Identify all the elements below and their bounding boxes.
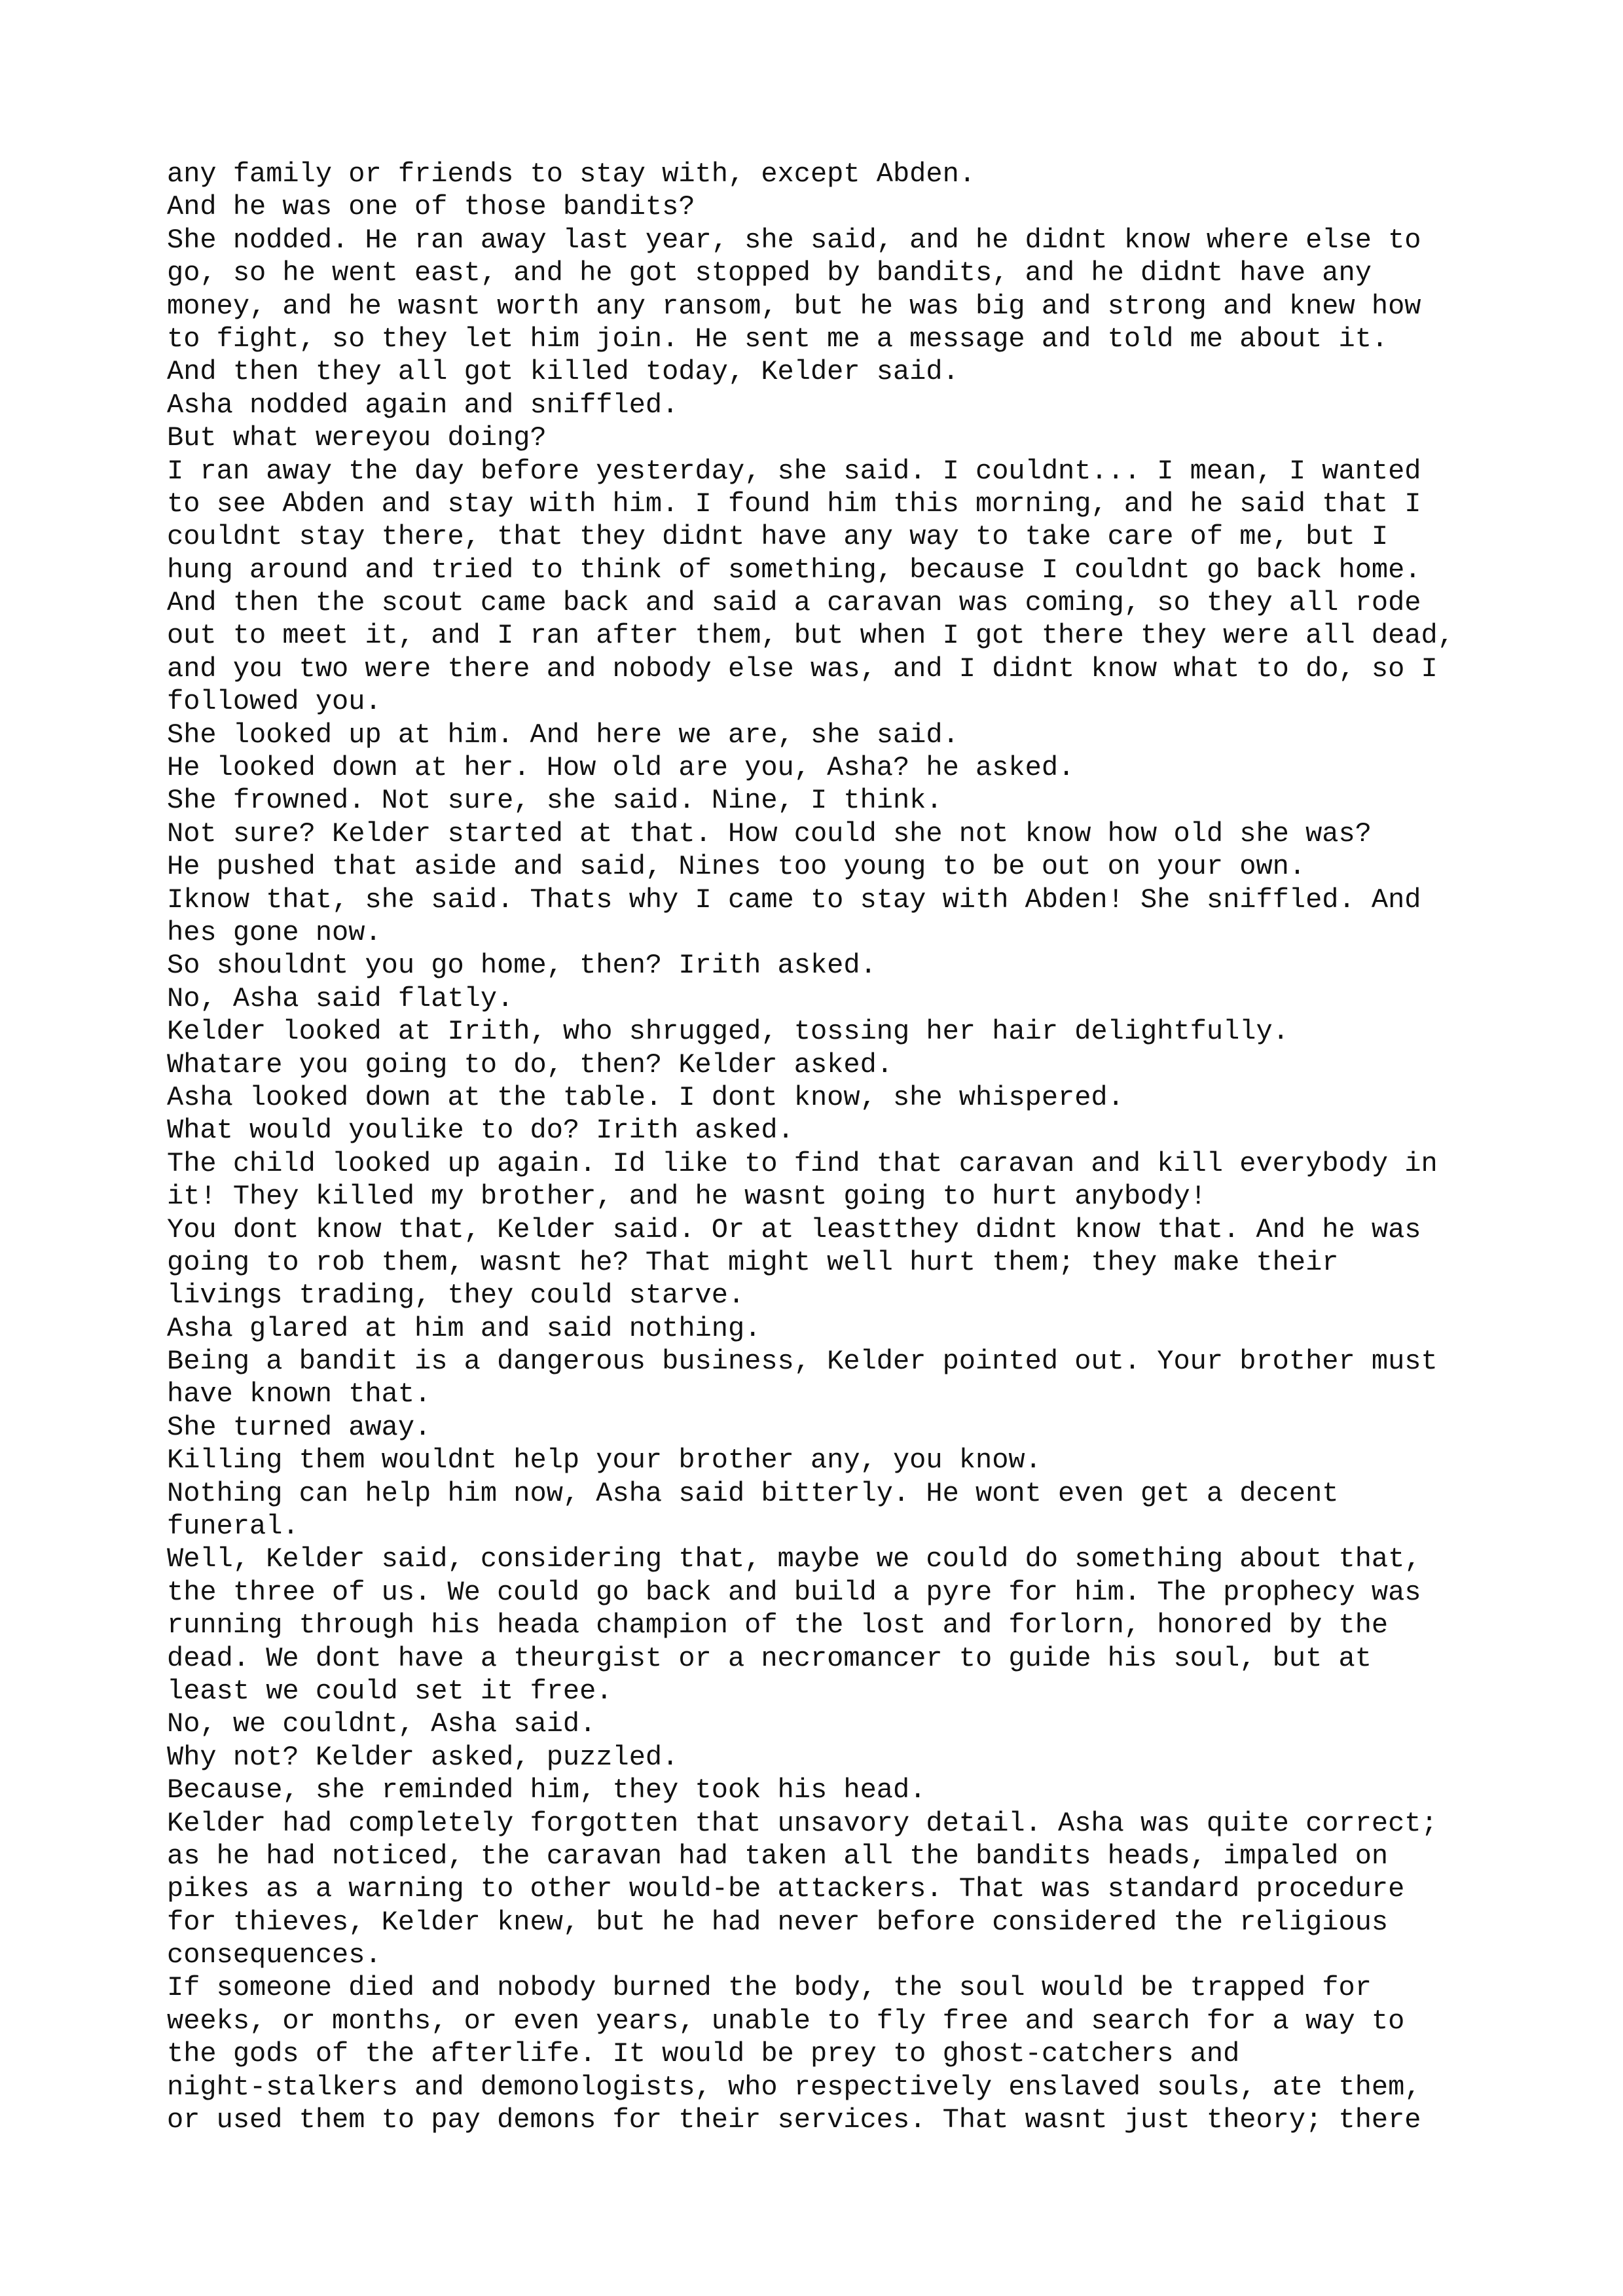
- text-line: the three of us. We could go back and build a pyre for him. The prophecy was: [167, 1576, 1421, 1608]
- text-line: as he had noticed, the caravan had taken all the bandits heads, impaled on: [167, 1840, 1389, 1872]
- text-line: Asha looked down at the table. I dont know, she whispered.: [167, 1081, 1124, 1113]
- text-line: No, Asha said flatly.: [167, 982, 514, 1014]
- text-line: money, and he wasnt worth any ransom, but he was big and strong and knew how: [167, 290, 1421, 322]
- text-line: Asha nodded again and sniffled.: [167, 389, 679, 421]
- text-line: She looked up at him. And here we are, she said.: [167, 719, 959, 751]
- text-line: Iknow that, she said. Thats why I came to stay with Abden! She sniffled. And: [167, 884, 1421, 916]
- text-line: Whatare you going to do, then? Kelder asked.: [167, 1049, 893, 1081]
- text-line: and you two were there and nobody else was, and I didnt know what to do, so I: [167, 653, 1438, 685]
- text-line: No, we couldnt, Asha said.: [167, 1708, 596, 1740]
- text-line: night-stalkers and demonologists, who respectively enslaved souls, ate them,: [167, 2071, 1421, 2103]
- text-line: running through his heada champion of the lost and forlorn, honored by the: [167, 1609, 1389, 1641]
- text-line: He looked down at her. How old are you, Asha? he asked.: [167, 752, 1075, 784]
- text-line: She frowned. Not sure, she said. Nine, I think.: [167, 785, 943, 817]
- text-line: out to meet it, and I ran after them, but when I got there they were all dead,: [167, 620, 1454, 652]
- text-line: it! They killed my brother, and he wasnt going to hurt anybody!: [167, 1181, 1207, 1213]
- text-line: And then they all got killed today, Kelder said.: [167, 356, 959, 388]
- text-line: followed you.: [167, 686, 382, 718]
- text-line: Kelder looked at Irith, who shrugged, tossing her hair delightfully.: [167, 1016, 1289, 1048]
- text-line: for thieves, Kelder knew, but he had never before considered the religious: [167, 1906, 1389, 1938]
- text-line: Not sure? Kelder started at that. How could she not know how old she was?: [167, 817, 1372, 850]
- text-line: She turned away.: [167, 1411, 431, 1443]
- text-line: She nodded. He ran away last year, she said, and he didnt know where else to: [167, 224, 1421, 256]
- text-line: Nothing can help him now, Asha said bitterly. He wont even get a decent: [167, 1477, 1339, 1509]
- text-line: Well, Kelder said, considering that, maybe we could do something about that,: [167, 1543, 1421, 1575]
- text-line: He pushed that aside and said, Nines too young to be out on your own.: [167, 851, 1306, 883]
- text-line: But what wereyou doing?: [167, 422, 547, 454]
- text-line: Kelder had completely forgotten that unsavory detail. Asha was quite correct;: [167, 1807, 1438, 1839]
- text-line: You dont know that, Kelder said. Or at leastthey didnt know that. And he was: [167, 1213, 1421, 1246]
- text-line: going to rob them, wasnt he? That might well hurt them; they make their: [167, 1246, 1339, 1278]
- text-line: And he was one of those bandits?: [167, 191, 695, 223]
- text-line: pikes as a warning to other would-be attackers. That was standard procedure: [167, 1873, 1405, 1905]
- text-line: And then the scout came back and said a caravan was coming, so they all rode: [167, 587, 1421, 619]
- text-line: funeral.: [167, 1511, 299, 1543]
- text-line: Asha glared at him and said nothing.: [167, 1312, 761, 1344]
- text-line: any family or friends to stay with, except Abden.: [167, 158, 976, 190]
- text-line: Why not? Kelder asked, puzzled.: [167, 1741, 679, 1773]
- text-line: Being a bandit is a dangerous business, Kelder pointed out. Your brother must: [167, 1346, 1438, 1378]
- text-line: hung around and tried to think of something, because I couldnt go back home.: [167, 554, 1421, 586]
- text-line: go, so he went east, and he got stopped by bandits, and he didnt have any: [167, 257, 1372, 289]
- text-line: The child looked up again. Id like to find that caravan and kill everybody in: [167, 1147, 1438, 1179]
- text-line: least we could set it free.: [167, 1675, 613, 1707]
- text-line: have known that.: [167, 1378, 431, 1410]
- text-line: to see Abden and stay with him. I found him this morning, and he said that I: [167, 488, 1421, 520]
- text-line: livings trading, they could starve.: [167, 1280, 745, 1312]
- text-line: or used them to pay demons for their services. That wasnt just theory; there: [167, 2104, 1421, 2136]
- text-line: dead. We dont have a theurgist or a necromancer to guide his soul, but at: [167, 1642, 1372, 1674]
- text-line: consequences.: [167, 1939, 382, 1971]
- text-line: to fight, so they let him join. He sent me a message and told me about it.: [167, 323, 1389, 355]
- text-line: I ran away the day before yesterday, she said. I couldnt... I mean, I wanted: [167, 455, 1421, 487]
- text-line: couldnt stay there, that they didnt have any way to take care of me, but I: [167, 521, 1389, 553]
- text-line: What would youlike to do? Irith asked.: [167, 1115, 794, 1147]
- text-line: Killing them wouldnt help your brother any, you know.: [167, 1444, 1042, 1477]
- text-line: the gods of the afterlife. It would be prey to ghost-catchers and: [167, 2038, 1240, 2070]
- text-line: Because, she reminded him, they took his head.: [167, 1774, 926, 1806]
- text-line: hes gone now.: [167, 916, 382, 948]
- document-page: [167, 158, 1607, 2136]
- text-line: If someone died and nobody burned the body, the soul would be trapped for: [167, 1972, 1372, 2004]
- text-line: So shouldnt you go home, then? Irith asked.: [167, 950, 877, 982]
- text-line: weeks, or months, or even years, unable to fly free and search for a way to: [167, 2005, 1405, 2037]
